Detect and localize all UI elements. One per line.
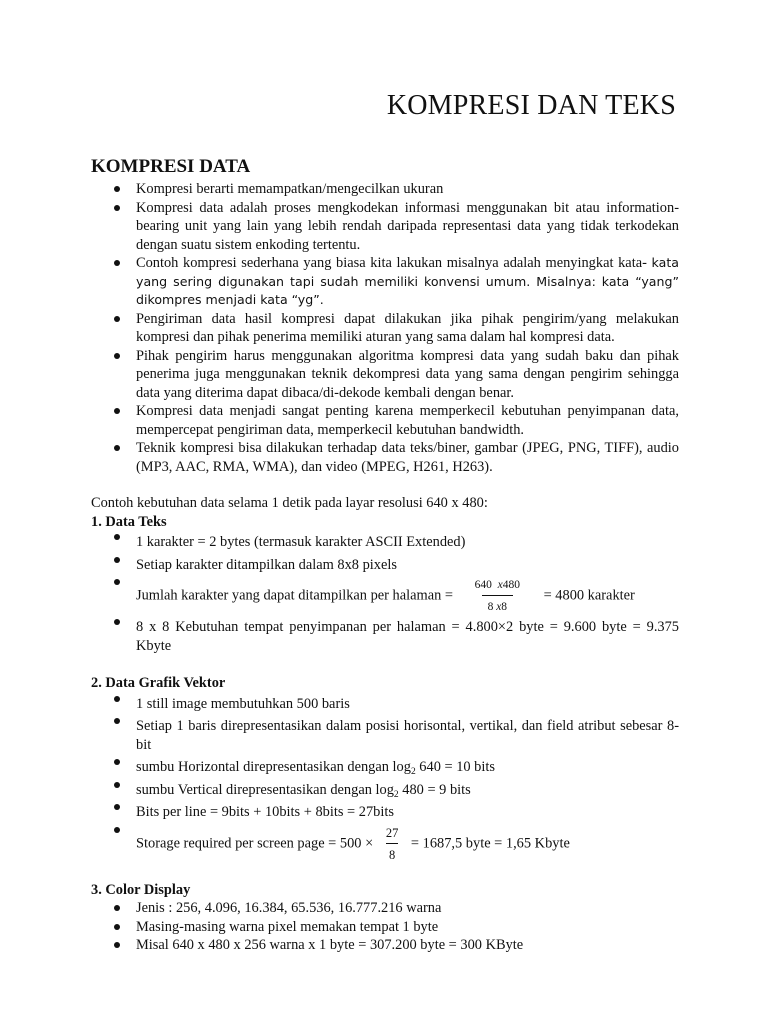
vector-data-list <box>91 693 679 864</box>
formula-label: Jumlah karakter yang dapat ditampilkan per halaman = <box>136 587 454 604</box>
list-item: Kompresi data adalah proses mengkodekan informasi menggunakan bit atau information-bearing unit yang lain yang lebih rendah daripada representasi data yang tidak terkodekan dengan suatu sistem enkoding tertentu. <box>91 199 679 255</box>
list-item: 8 x 8 Kebutuhan tempat penyimpanan per halaman = 4.800×2 byte = 9.600 byte = 9.375 Kbyte <box>91 616 679 657</box>
list-item-text: 480 = 9 bits <box>398 781 471 798</box>
list-item-text: sumbu Horizontal direpresentasikan dengan log <box>136 759 411 775</box>
fraction-denominator <box>482 595 513 614</box>
denominator-value: 8 <box>487 601 494 613</box>
list-item: Teknik kompresi bisa dilakukan terhadap data teks/biner, gambar (JPEG, PNG, TIFF), audio (MP3, AAC, RMA, WMA), dan video (MPEG, H261, H263). <box>91 439 679 476</box>
subsection-heading-text: 1. Data Teks <box>91 513 167 530</box>
section-heading: KOMPRESI DATA <box>91 156 251 177</box>
list-item: Pihak pengirim harus menggunakan algoritma kompresi data yang sudah baku dan pihak penerima juga menggunakan teknik dekompresi data yang sama dengan pengirim sehingga data yang diterima dapat dibaca/di-dekode kembali dengan benar. <box>91 347 679 403</box>
list-item: Jenis : 256, 4.096, 16.384, 65.536, 16.777.216 warna <box>91 899 679 918</box>
list-item: Bits per line = 9bits + 10bits + 8bits = 27bits <box>91 801 679 824</box>
list-item: Setiap karakter ditampilkan dalam 8x8 pixels <box>91 554 679 577</box>
numerator-value: 480 <box>502 579 520 591</box>
color-display-list <box>91 899 679 955</box>
example-intro: Contoh kebutuhan data selama 1 detik pada layar resolusi 640 x 480: <box>91 495 488 511</box>
fraction-numerator: 27 <box>385 825 399 840</box>
fraction <box>469 578 526 614</box>
list-item <box>91 756 679 779</box>
list-item-text: Contoh kompresi sederhana yang biasa kita lakukan misalnya adalah menyingkat kata- <box>136 255 647 271</box>
compression-bullet-list <box>91 180 679 476</box>
page-title: KOMPRESI DAN TEKS <box>386 90 676 121</box>
list-item: Setiap 1 baris direpresentasikan dalam posisi horisontal, vertikal, dan field atribut sebesar 8-bit <box>91 715 679 756</box>
list-item: Masing-masing warna pixel memakan tempat 1 byte <box>91 918 679 937</box>
list-item <box>91 824 679 864</box>
log-base: 2 <box>410 767 416 777</box>
list-item <box>91 254 679 310</box>
fraction-denominator: 8 <box>386 843 398 862</box>
list-item <box>91 576 679 616</box>
list-item-text: sumbu Vertical direpresentasikan dengan log <box>136 781 394 798</box>
multiply-symbol: x <box>497 579 503 591</box>
denominator-value: 8 <box>501 601 508 613</box>
fraction-numerator <box>469 578 526 595</box>
list-item: Kompresi berarti memampatkan/mengecilkan ukuran <box>91 180 679 199</box>
list-item-text-continued: kata yang sering digunakan tapi sudah memiliki konvensi umum. Misalnya: kata “yang” dikompres menjadi kata “yg”. <box>136 255 679 307</box>
list-item: 1 karakter = 2 bytes (termasuk karakter ASCII Extended) <box>91 531 679 554</box>
subsection-heading-color: 3. Color Display <box>91 881 191 898</box>
list-item: Pengiriman data hasil kompresi dapat dilakukan jika pihak pengirim/yang melakukan kompresi dan pihak penerima memiliki aturan yang sama dalam hal kompresi data. <box>91 310 679 347</box>
formula-label: Storage required per screen page = 500 × <box>136 834 374 851</box>
list-item: Kompresi data menjadi sangat penting karena memperkecil kebutuhan penyimpanan data, mempercepat pengiriman data, memperkecil kebutuhan bandwidth. <box>91 402 679 439</box>
list-item-text: 640 = 10 bits <box>415 759 495 775</box>
list-item: 1 still image membutuhkan 500 baris <box>91 693 679 716</box>
text-data-list <box>91 531 679 657</box>
formula-result: = 4800 karakter <box>543 587 635 604</box>
list-item <box>91 779 679 802</box>
numerator-value: 640 <box>474 579 492 591</box>
formula-result: = 1687,5 byte = 1,65 Kbyte <box>410 834 570 851</box>
fraction <box>383 826 402 862</box>
log-base: 2 <box>393 789 399 800</box>
subsection-heading-vector: 2. Data Grafik Vektor <box>91 675 226 691</box>
list-item: Misal 640 x 480 x 256 warna x 1 byte = 307.200 byte = 300 KByte <box>91 936 679 955</box>
multiply-symbol: x <box>496 601 502 613</box>
document-body <box>91 180 679 955</box>
